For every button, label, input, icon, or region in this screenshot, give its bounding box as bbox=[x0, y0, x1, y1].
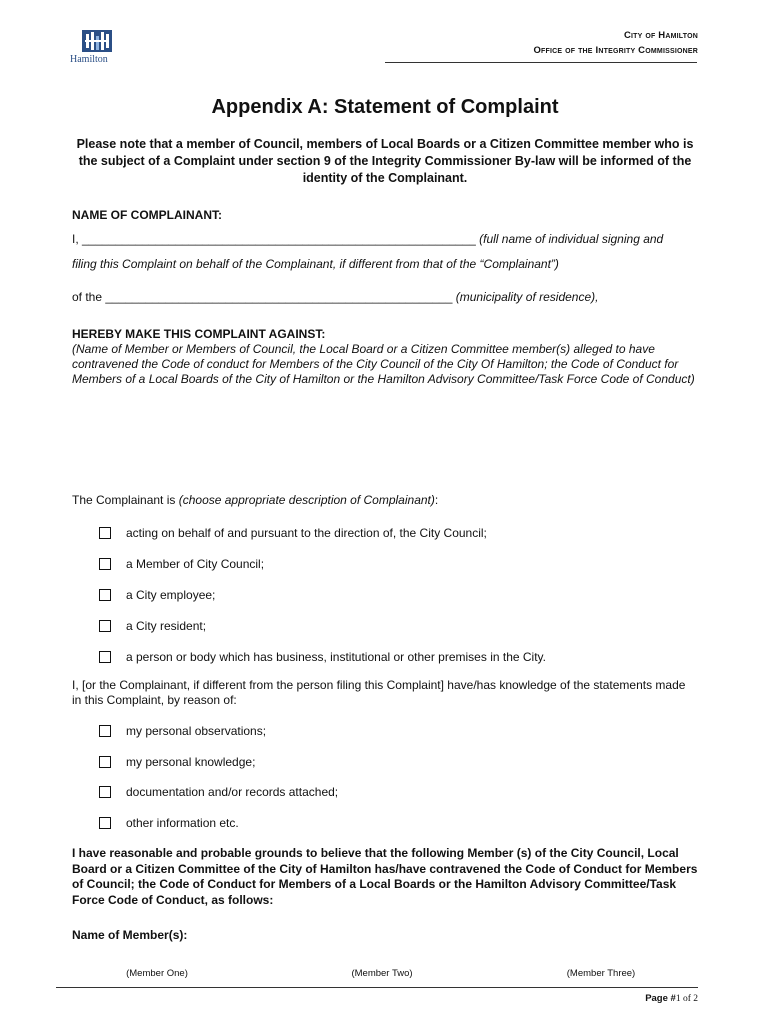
checkbox-label: other information etc. bbox=[126, 816, 239, 830]
header-divider bbox=[385, 62, 697, 63]
complainant-type-italic: (choose appropriate description of Complainant) bbox=[178, 493, 435, 507]
checkbox-label: my personal knowledge; bbox=[126, 755, 256, 769]
page-title: Appendix A: Statement of Complaint bbox=[211, 96, 559, 118]
complainant-type-prompt bbox=[72, 493, 438, 507]
checkbox[interactable] bbox=[99, 620, 111, 632]
members-heading: Name of Member(s): bbox=[72, 928, 188, 942]
checkbox[interactable] bbox=[99, 725, 111, 737]
page-number bbox=[645, 993, 698, 1004]
city-name: City of Hamilton bbox=[623, 30, 698, 41]
hamilton-logo-icon bbox=[82, 28, 112, 54]
municipality-line[interactable] bbox=[72, 290, 598, 304]
page-number-label: Page # bbox=[645, 993, 676, 1004]
complainant-type-colon: : bbox=[434, 493, 439, 507]
complainant-type-prefix: The Complainant is bbox=[72, 493, 176, 507]
against-heading: HEREBY MAKE THIS COMPLAINT AGAINST: bbox=[72, 327, 326, 341]
identity-notice: Please note that a member of Council, members of Local Boards or a Citizen Committee member who is the subject of a Complaint under section 9 of the Integrity Commissioner By-law will be informed of the identity of the Complainant. bbox=[76, 137, 694, 185]
member-one-label: (Member One) bbox=[126, 968, 188, 979]
checkbox[interactable] bbox=[99, 651, 111, 663]
checkbox-label: documentation and/or records attached; bbox=[126, 785, 339, 799]
checkbox[interactable] bbox=[99, 527, 111, 539]
checkbox[interactable] bbox=[99, 817, 111, 829]
municipality-hint: (municipality of residence), bbox=[455, 290, 599, 304]
page-number-value: 1 of 2 bbox=[675, 994, 698, 1004]
checkbox-label: a City employee; bbox=[126, 588, 216, 602]
checkbox-label: my personal observations; bbox=[126, 724, 267, 738]
checkbox-label: acting on behalf of and pursuant to the direction of, the City Council; bbox=[126, 526, 487, 540]
footer-divider bbox=[56, 987, 698, 988]
against-description: (Name of Member or Members of Council, the Local Board or a Citizen Committee member(s) alleged to have contravened the Code of conduct for Members of the City Council of the City Of Hamilton; the Code of Conduct for Members of a Local Boards of the City of Hamilton or the Hamilton Advisory Committee/Task Force Code of Conduct) bbox=[72, 342, 695, 386]
checkbox-label: a City resident; bbox=[126, 619, 207, 633]
checkbox[interactable] bbox=[99, 786, 111, 798]
municipality-blank[interactable]: of the ____________________________________________________ bbox=[72, 290, 453, 304]
member-three-label: (Member Three) bbox=[566, 968, 636, 979]
complainant-name-blank[interactable]: I, ___________________________________________________________ bbox=[72, 232, 476, 246]
checkbox[interactable] bbox=[99, 756, 111, 768]
checkbox[interactable] bbox=[99, 558, 111, 570]
complainant-name-line[interactable] bbox=[72, 232, 663, 246]
knowledge-statement: I, [or the Complainant, if different from the person filing this Complaint] have/has knowledge of the statements made in this Complaint, by reason of: bbox=[72, 678, 686, 707]
logo-wordmark: Hamilton bbox=[70, 54, 108, 65]
checkbox-label: a Member of City Council; bbox=[126, 557, 265, 571]
grounds-statement: I have reasonable and probable grounds to believe that the following Member (s) of the City Council, Local Board or a Citizen Committee of the City of Hamilton has/have contravened the Code of Conduct for Members of Council; the Code of Conduct for Members of a Local Boards or the Hamilton Advisory Committee/Task Force Code of Conduct, as follows: bbox=[72, 846, 698, 907]
hamilton-logo bbox=[70, 28, 120, 68]
member-two-label: (Member Two) bbox=[351, 968, 413, 979]
office-heading bbox=[533, 28, 698, 58]
complainant-heading: NAME OF COMPLAINANT: bbox=[72, 208, 222, 222]
complainant-filing-note: filing this Complaint on behalf of the Complainant, if different from that of the “Complainant”) bbox=[72, 257, 559, 271]
checkbox[interactable] bbox=[99, 589, 111, 601]
checkbox-label: a person or body which has business, institutional or other premises in the City. bbox=[126, 650, 546, 664]
complainant-name-hint: (full name of individual signing and bbox=[479, 232, 664, 246]
office-name: Office of the Integrity Commissioner bbox=[533, 45, 698, 56]
